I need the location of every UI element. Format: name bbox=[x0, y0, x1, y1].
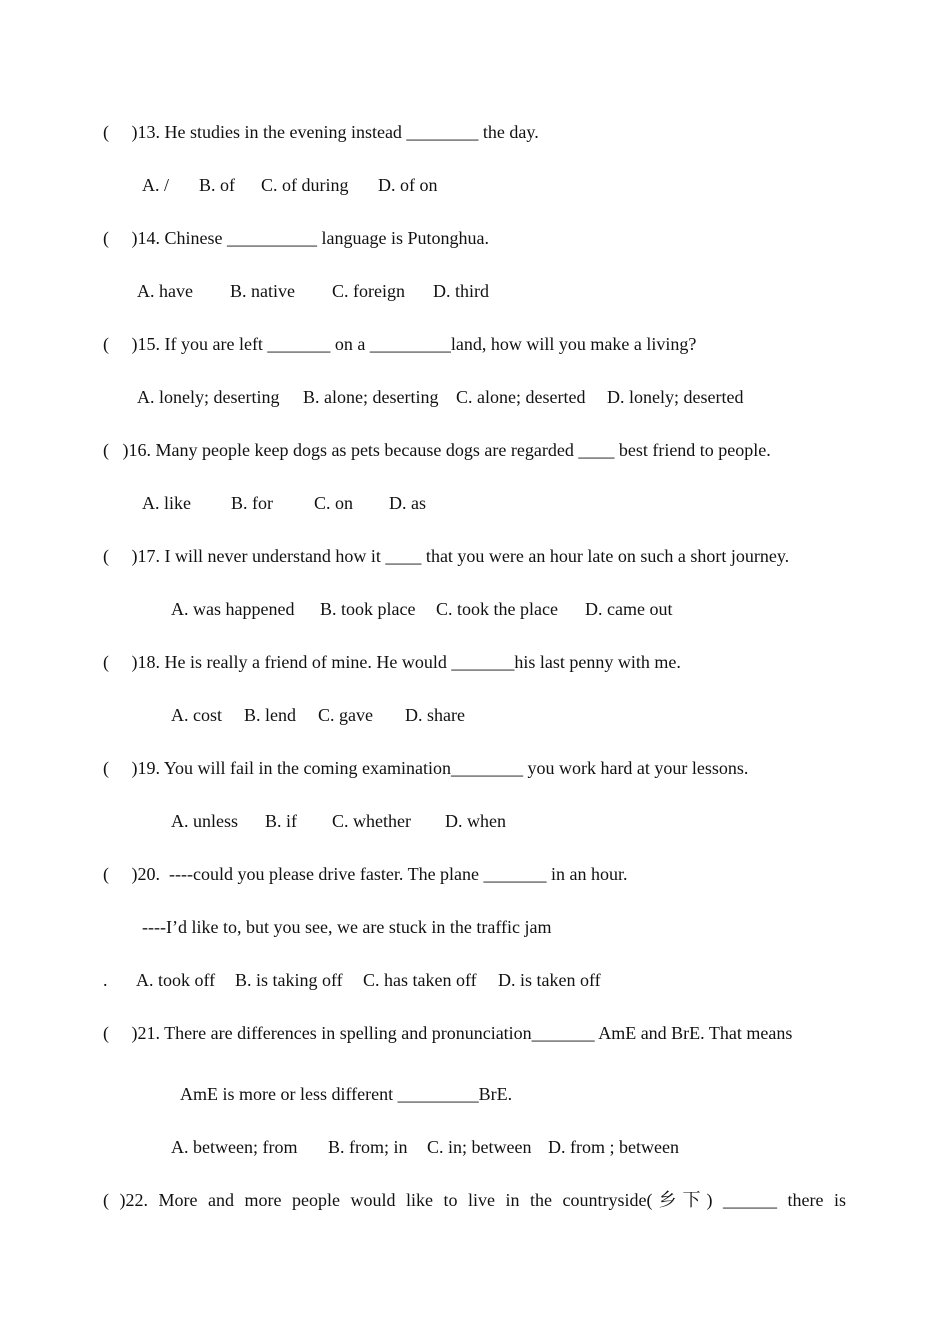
option-a: A. lonely; deserting bbox=[137, 387, 280, 407]
question-19-stem: ( )19. You will fail in the coming examination________ you work hard at your lessons. bbox=[103, 758, 749, 778]
question-20-dialogue: ----I’d like to, but you see, we are stuck in the traffic jam bbox=[142, 917, 552, 937]
question-22-stem: ( )22. More and more people would like to live in the countryside(乡下) ______ there is bbox=[103, 1190, 846, 1210]
option-a: A. / bbox=[142, 175, 169, 195]
option-b: B. lend bbox=[244, 705, 296, 725]
option-a: A. took off bbox=[136, 970, 216, 990]
option-c: C. whether bbox=[332, 811, 411, 831]
question-21-stem: ( )21. There are differences in spelling and pronunciation_______ AmE and BrE. That means bbox=[103, 1023, 793, 1043]
leading-dot: . bbox=[103, 970, 108, 990]
option-b: B. of bbox=[199, 175, 235, 195]
option-c: C. on bbox=[314, 493, 354, 513]
option-c: C. of during bbox=[261, 175, 349, 195]
option-b: B. alone; deserting bbox=[303, 387, 439, 407]
option-a: A. between; from bbox=[171, 1137, 298, 1157]
option-a: A. have bbox=[137, 281, 193, 301]
question-17-stem: ( )17. I will never understand how it ____ that you were an hour late on such a short journey. bbox=[103, 546, 790, 566]
option-b: B. took place bbox=[320, 599, 416, 619]
option-d: D. third bbox=[433, 281, 489, 301]
option-d: D. is taken off bbox=[498, 970, 601, 990]
option-c: C. took the place bbox=[436, 599, 558, 619]
option-c: C. in; between bbox=[427, 1137, 532, 1157]
option-d: D. from ; between bbox=[548, 1137, 679, 1157]
option-d: D. when bbox=[445, 811, 506, 831]
option-a: A. was happened bbox=[171, 599, 295, 619]
option-d: D. of on bbox=[378, 175, 438, 195]
option-c: C. foreign bbox=[332, 281, 405, 301]
question-20-stem: ( )20. ----could you please drive faster. The plane _______ in an hour. bbox=[103, 864, 628, 884]
option-b: B. from; in bbox=[328, 1137, 408, 1157]
option-c: C. gave bbox=[318, 705, 373, 725]
option-d: D. lonely; deserted bbox=[607, 387, 744, 407]
option-b: B. is taking off bbox=[235, 970, 343, 990]
option-b: B. if bbox=[265, 811, 298, 831]
option-a: A. unless bbox=[171, 811, 238, 831]
option-c: C. has taken off bbox=[363, 970, 477, 990]
question-13-stem: ( )13. He studies in the evening instead ________ the day. bbox=[103, 122, 539, 142]
option-d: D. as bbox=[389, 493, 426, 513]
option-b: B. native bbox=[230, 281, 295, 301]
option-d: D. came out bbox=[585, 599, 673, 619]
question-14-stem: ( )14. Chinese __________ language is Putonghua. bbox=[103, 228, 489, 248]
question-16-stem: ( )16. Many people keep dogs as pets because dogs are regarded ____ best friend to people. bbox=[103, 440, 771, 460]
question-18-stem: ( )18. He is really a friend of mine. He would _______his last penny with me. bbox=[103, 652, 681, 672]
question-21-continuation: AmE is more or less different _________BrE. bbox=[180, 1084, 513, 1104]
option-b: B. for bbox=[231, 493, 273, 513]
option-a: A. cost bbox=[171, 705, 222, 725]
option-a: A. like bbox=[142, 493, 191, 513]
option-d: D. share bbox=[405, 705, 465, 725]
option-c: C. alone; deserted bbox=[456, 387, 586, 407]
question-15-stem: ( )15. If you are left _______ on a _________land, how will you make a living? bbox=[103, 334, 697, 354]
